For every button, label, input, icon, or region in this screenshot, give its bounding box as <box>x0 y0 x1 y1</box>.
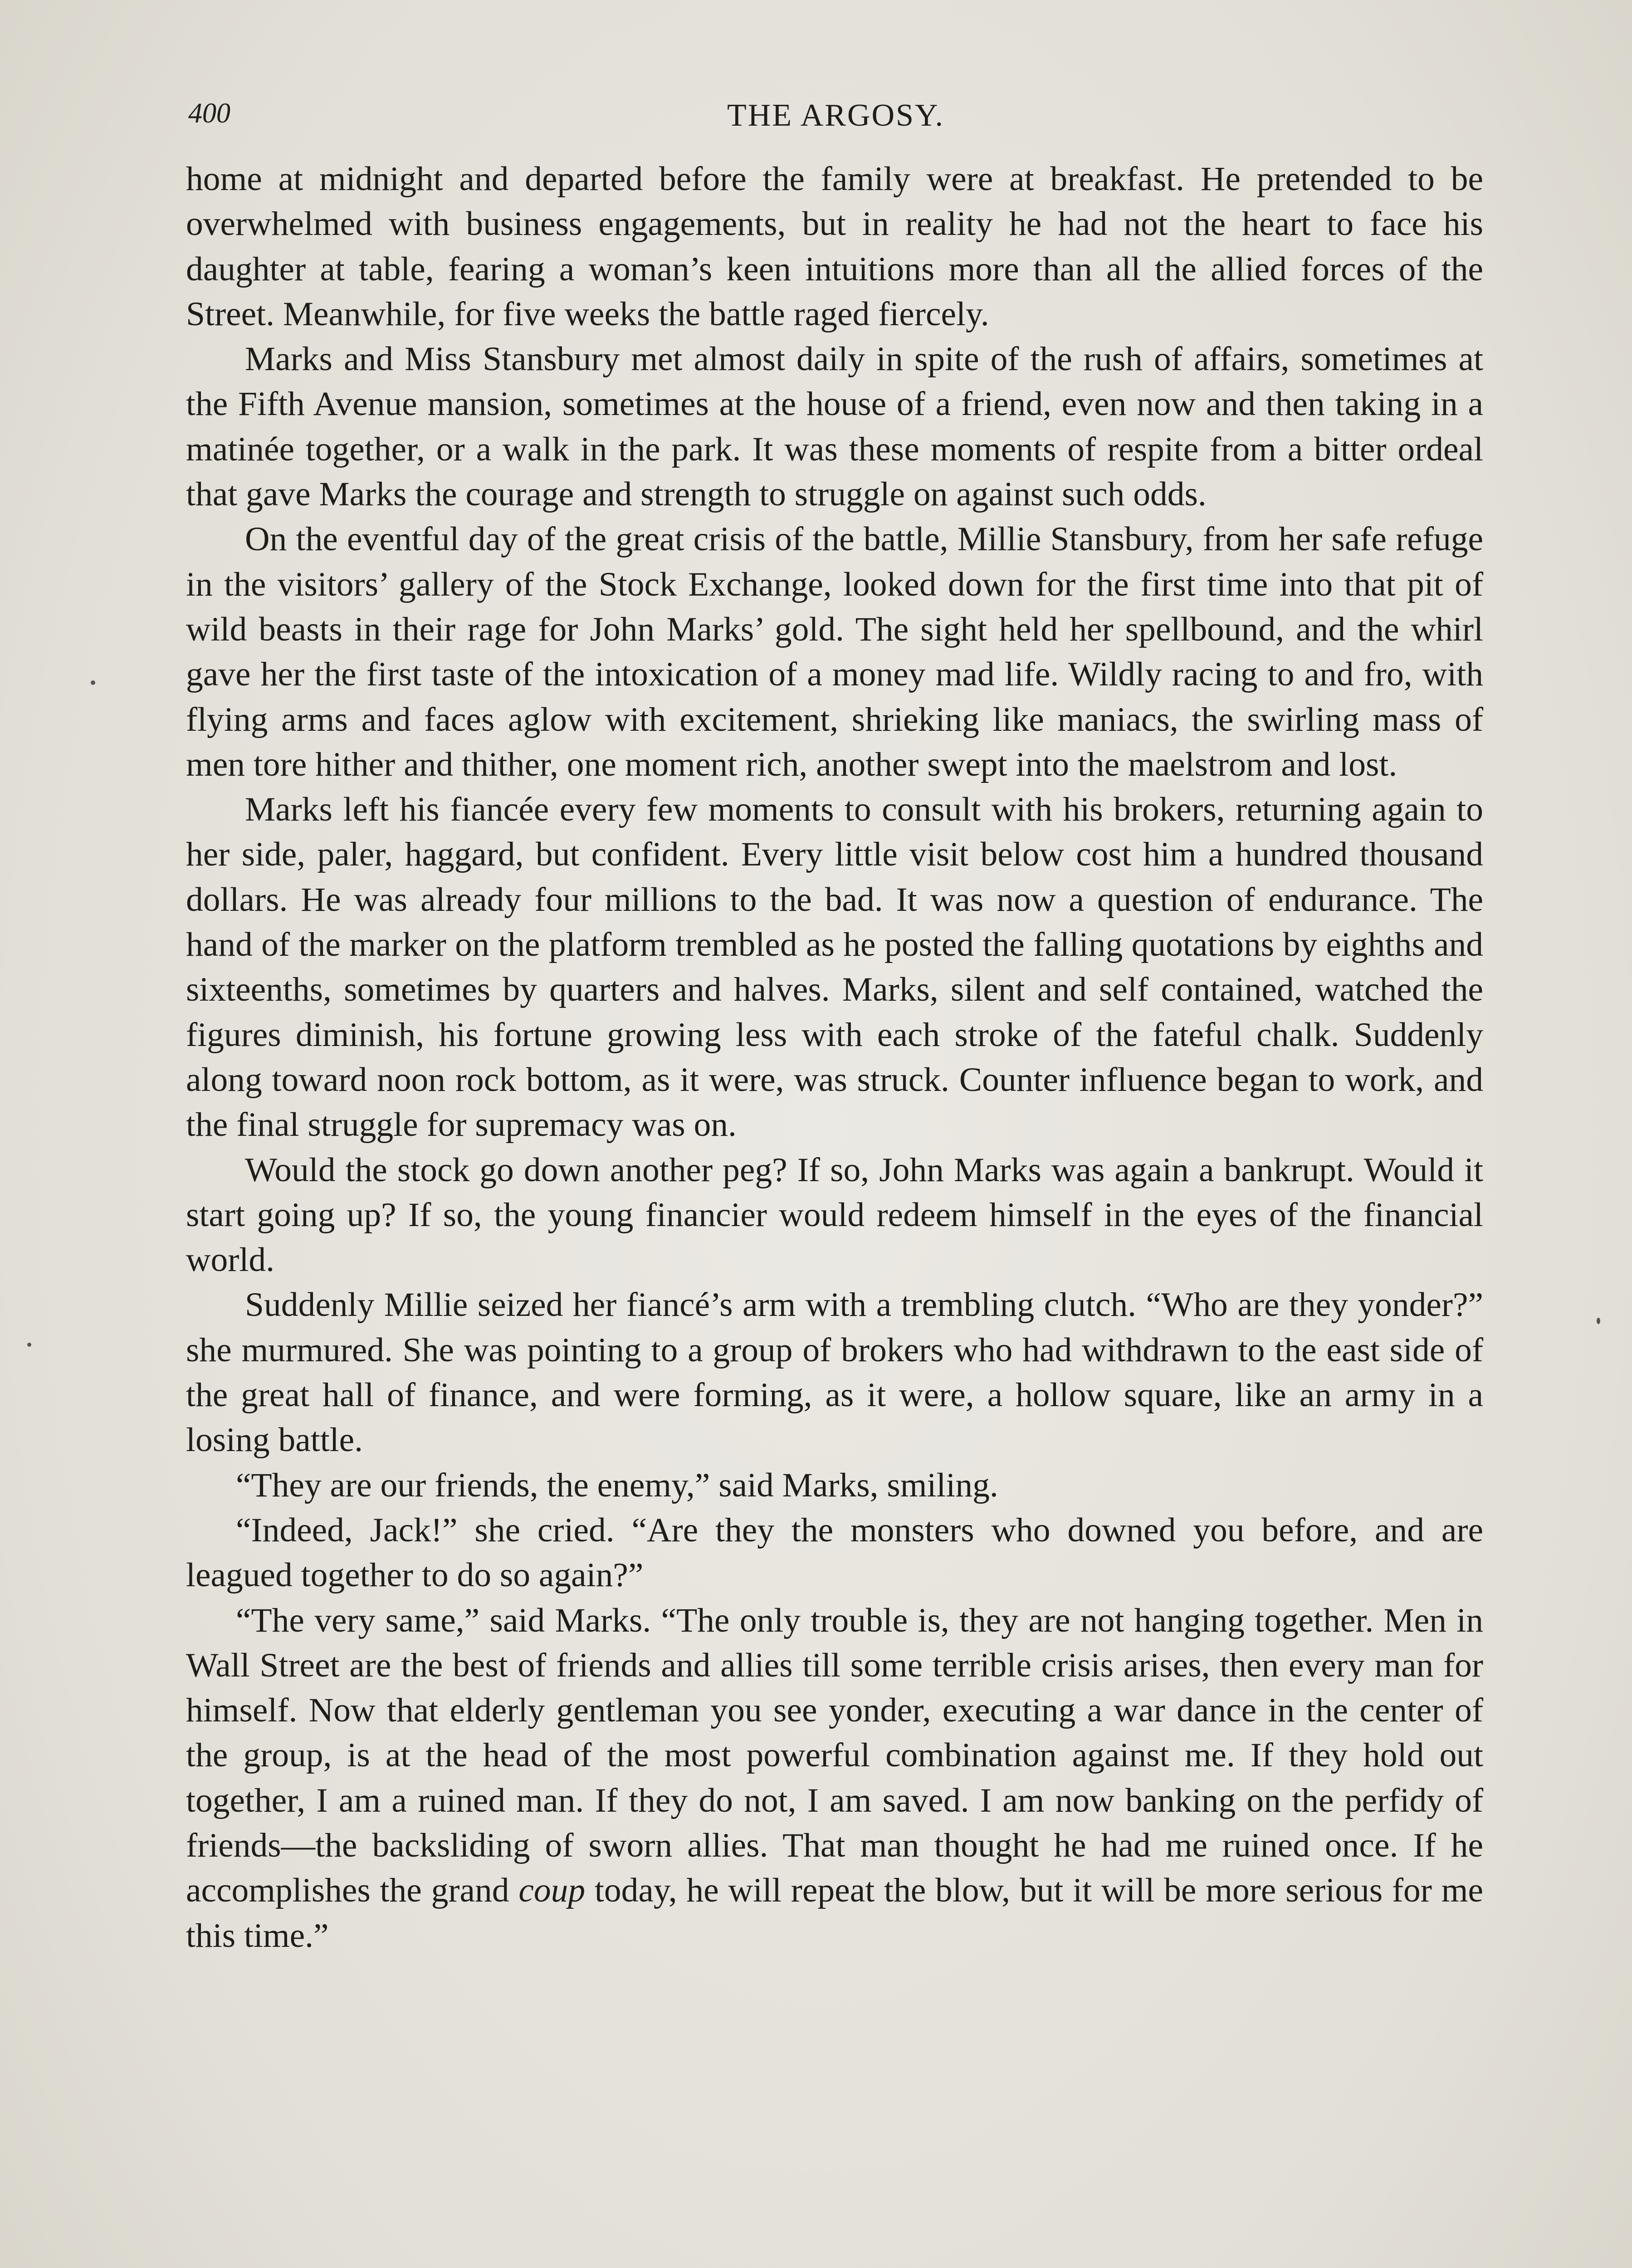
paragraph: Marks left his fiancée every few moments to consult with his brokers, returning again to her side, paler, haggard, but confident. Every little visit below cost him a hundred thousand dollars. He was already four millions to the bad. It was now a question of endurance. The hand of the marker on the platform trembled as he posted the falling quotations by eighths and sixteenths, sometimes by quarters and halves. Marks, silent and self contained, watched the figures diminish, his fortune growing less with each stroke of the fateful chalk. Suddenly along toward noon rock bottom, as it were, was struck. Counter influence began to work, and the final struggle for supremacy was on. <box>186 791 1483 1144</box>
paragraph: Marks and Miss Stansbury met almost daily in spite of the rush of affairs, sometimes at the Fifth Avenue mansion, sometimes at the house of a friend, even now and then taking in a matinée together, or a walk in the park. It was these moments of respite from a bitter ordeal that gave Marks the courage and strength to struggle on against such odds. <box>186 340 1483 513</box>
page-header <box>188 98 1483 147</box>
article-body <box>186 156 1483 1958</box>
ink-speck <box>91 680 95 685</box>
paragraph-text: today, he will repeat the blow, but it will be more serious for me this time.” <box>186 1872 1483 1955</box>
paragraph <box>186 1598 1483 1958</box>
ink-speck <box>1597 1318 1600 1324</box>
paragraph: Suddenly Millie seized her fiancé’s arm with a trembling clutch. “Who are they yonder?” she murmured. She was pointing to a group of brokers who had withdrawn to the east side of the great hall of finance, and were forming, as it were, a hollow square, like an army in a losing battle. <box>186 1286 1483 1459</box>
paragraph: “They are our friends, the enemy,” said Marks, smiling. <box>236 1466 998 1504</box>
paragraph: Would the stock go down another peg? If so, John Marks was again a bankrupt. Would it start going up? If so, the young financier would redeem himself in the eyes of the financial world. <box>186 1151 1483 1279</box>
paragraph: home at midnight and departed before the family were at breakfast. He pretended to be overwhelmed with business engagements, but in reality he had not the heart to face his daughter at table, fearing a woman’s keen intuitions more than all the allied forces of the Street. Meanwhile, for five weeks the battle raged fiercely. <box>186 160 1483 333</box>
paragraph-text: “The very same,” said Marks. “The only trouble is, they are not hanging together. Men in Wall Street are the best of friends and allies till some terrible crisis arises, then every man for himself. Now that elderly gentleman you see yonder, executing a war dance in the center of the group, is at the head of the most powerful combination against me. If they hold out together, I am a ruined man. If they do not, I am saved. I am now banking on the perfidy of friends—the backsliding of sworn allies. That man thought he had me ruined once. If he accomplishes the grand <box>186 1601 1483 1910</box>
running-head: THE ARGOSY. <box>727 98 944 133</box>
paragraph: On the eventful day of the great crisis of the battle, Millie Stansbury, from her safe refuge in the visitors’ gallery of the Stock Exchange, looked down for the first time into that pit of wild beasts in their rage for John Marks’ gold. The sight held her spellbound, and the whirl gave her the first taste of the intoxication of a money mad life. Wildly racing to and fro, with flying arms and faces aglow with excitement, shrieking like maniacs, the swirling mass of men tore hither and thither, one moment rich, another swept into the maelstrom and lost. <box>186 520 1483 783</box>
italic-word: coup <box>518 1872 586 1910</box>
page-number: 400 <box>188 98 230 129</box>
paragraph: “Indeed, Jack!” she cried. “Are they the monsters who downed you before, and are leagued together to do so again?” <box>186 1511 1483 1594</box>
ink-speck <box>27 1343 31 1347</box>
